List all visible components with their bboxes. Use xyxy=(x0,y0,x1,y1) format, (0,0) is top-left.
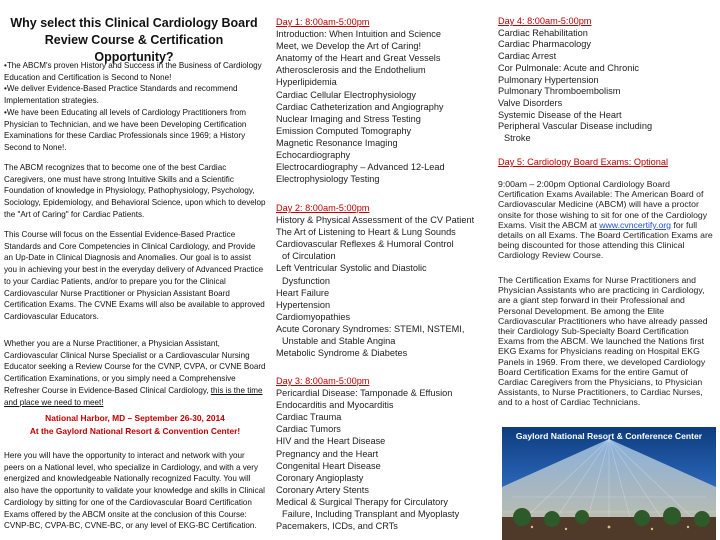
day5-label: Day 5: Cardiology Board Exams: Optional xyxy=(498,157,669,167)
day4-label: Day 4: 8:00am-5:00pm xyxy=(498,16,592,26)
day2-label: Day 2: 8:00am-5:00pm xyxy=(276,203,370,213)
agenda-item: Pregnancy and the Heart xyxy=(276,448,379,459)
certification-paragraph: The Certification Exams for Nurse Practitioners and Physician Assistants who are practicing in Cardiology, are a giant step forward in their Professional and Personal Development. Be among the Elite Cardiovascular Practitioners who have already passed their Cardiology Sub-Specialty Board Certification Exams from the ABCM. We launched the Nations first EKG Exams for Physicians reading on Hospital EKG Panels in 1969. From there, we developed Cardiology Board Certification Exams for the entire Gamut of Cardiac Caregivers from the Physicians, to Physician Assistants, to Nurse Practitioners, to Cardiac Nurses, and to a host of Cardiac Technicians. xyxy=(498,275,708,408)
resort-illustration xyxy=(502,427,716,540)
day2-block xyxy=(276,202,501,359)
agenda-item: Meet, we Develop the Art of Caring! xyxy=(276,41,422,52)
agenda-item: HIV and the Heart Disease xyxy=(276,436,386,447)
agenda-item: Hyperlipidemia xyxy=(276,77,337,88)
agenda-item: Anatomy of the Heart and Great Vessels xyxy=(276,53,441,64)
agenda-item: Endocarditis and Myocarditis xyxy=(276,400,394,411)
agenda-item: Cardiac Rehabilitation xyxy=(498,27,588,38)
agenda-item: Metabolic Syndrome & Diabetes xyxy=(276,348,408,359)
agenda-item: Cardiac Pharmacology xyxy=(498,39,591,50)
agenda-item: History & Physical Assessment of the CV Patient xyxy=(276,215,475,226)
agenda-item: Unstable and Stable Angina xyxy=(282,336,396,347)
day4-block xyxy=(498,16,720,145)
agenda-item: Failure, Including Transplant and Myoplasty xyxy=(282,509,460,520)
day5-block xyxy=(498,157,720,169)
exam-info-text-2: for full details on all Exams. The Board Certification Exams are being discounted for those attending this Clinical Cardiology Review Course. xyxy=(498,219,713,261)
agenda-item: Hypertension xyxy=(276,299,331,310)
agenda-item: Dysfunction xyxy=(282,275,331,286)
agenda-item: Cardiac Trauma xyxy=(276,412,342,423)
day3-label: Day 3: 8:00am-5:00pm xyxy=(276,376,370,386)
agenda-item: Systemic Disease of the Heart xyxy=(498,109,622,120)
agenda-item: Pacemakers, ICDs, and CRTs xyxy=(276,521,398,532)
agenda-item: Atherosclerosis and the Endothelium xyxy=(276,65,426,76)
day3-block xyxy=(276,375,501,532)
day1-block xyxy=(276,16,501,185)
agenda-item: Medical & Surgical Therapy for Circulatory xyxy=(276,496,448,507)
agenda-item: Congenital Heart Disease xyxy=(276,460,381,471)
agenda-item: Nuclear Imaging and Stress Testing xyxy=(276,113,421,124)
agenda-item: Cor Pulmonale: Acute and Chronic xyxy=(498,62,639,73)
event-location xyxy=(4,412,266,437)
bullet-item: •We have been Educating all levels of Cardiology Practitioners from Physician to Technician, and we have been Developing Certification Examinations for these Cardiac Professionals since 1969; a History Second to None!. xyxy=(4,107,247,152)
agenda-item: Left Ventricular Systolic and Diastolic xyxy=(276,263,427,274)
exam-info-text: 9:00am – 2:00pm Optional Cardiology Board Certification Exams Available: The American Board of Cardiovascular Medicine (ABCM) will have a proctor onsite for those wishing to sit for one of the Cardiology Exams. Visit the ABCM at xyxy=(498,179,708,230)
agenda-item: of Circulation xyxy=(282,251,336,262)
agenda-item: Cardiomyopathies xyxy=(276,311,351,322)
agenda-item: The Art of Listening to Heart & Lung Sounds xyxy=(276,227,456,238)
agenda-item: Pulmonary Hypertension xyxy=(498,74,599,85)
certify-link[interactable]: www.cvncertify.org xyxy=(599,219,672,230)
agenda-item: Cardiac Arrest xyxy=(498,51,557,62)
agenda-item: Electrophysiology Testing xyxy=(276,174,380,185)
agenda-item: Cardiac Cellular Electrophysiology xyxy=(276,89,416,100)
agenda-item: Electrocardiography – Advanced 12-Lead xyxy=(276,162,445,173)
resort-photo xyxy=(502,427,716,540)
agenda-item: Acute Coronary Syndromes: STEMI, NSTEMI, xyxy=(276,323,465,334)
agenda-item: Heart Failure xyxy=(276,287,330,298)
audience-text: Whether you are a Nurse Practitioner, a Physician Assistant, Cardiovascular Clinical Nurse Specialist or a Cardiovascular Nursing Educator seeking a Review Course for the CVNP, CVPA, or CVNE Board Certification Examinations, or you simply need a Comprehensive Refresher Course in Evidence-Based Clinical Cardiology, xyxy=(4,339,266,395)
agenda-item: Pulmonary Thromboembolism xyxy=(498,86,621,97)
agenda-item: Emission Computed Tomography xyxy=(276,125,412,136)
bullet-list xyxy=(4,60,266,154)
agenda-item: Coronary Artery Stents xyxy=(276,484,369,495)
event-line-2: At the Gaylord National Resort & Convention Center! xyxy=(29,425,241,436)
agenda-item: Valve Disorders xyxy=(498,97,563,108)
course-focus-paragraph: This Course will focus on the Essential Evidence-Based Practice Standards and Core Competencies in Clinical Cardiology, and Provide an Up-Date in Clinical Diagnosis and Anomalies. Our goal is to assist you in achieving your best in the everyday delivery of Advanced Practice to your Cardiac Patients, and/or to prepare you for the Clinical Cardiovascular Nurse Practitioner or Physician Assistant Board Certification Exams. The CVNE Exams will also be available to approved Cardiovascular Educators. xyxy=(4,230,265,321)
agenda-item: Cardiac Tumors xyxy=(276,424,341,435)
exam-info-paragraph xyxy=(498,179,716,261)
photo-caption: Gaylord National Resort & Conference Center xyxy=(515,431,703,441)
agenda-item: Peripheral Vascular Disease including xyxy=(498,121,653,132)
agenda-item: Pericardial Disease: Tamponade & Effusion xyxy=(276,388,453,399)
agenda-item: Echocardiography xyxy=(276,150,351,161)
event-line-1: National Harbor, MD – September 26-30, 2014 xyxy=(45,413,225,423)
agenda-item: Introduction: When Intuition and Science xyxy=(276,29,441,40)
agenda-item: Stroke xyxy=(504,133,531,144)
bullet-item: •The ABCM's proven History and Success in the Business of Cardiology Education and Certification is Second to None! xyxy=(4,61,262,82)
day1-label: Day 1: 8:00am-5:00pm xyxy=(276,17,370,27)
left-title: Why select this Clinical Cardiology Board Review Course & Certification Opportunity? xyxy=(10,16,258,64)
bullet-item: •We deliver Evidence-Based Practice Standards and recommend Implementation strategies. xyxy=(4,84,238,106)
networking-paragraph: Here you will have the opportunity to interact and network with your peers on a National level, who specialize in Cardiology, and with a very energized and knowledgeable Nationally recognized Faculty. You will also have the opportunity to validate your knowledge and skills in Clinical Cardiology by sitting for one of the Cardiovascular Board Certification Exams offered by the ABCM onsite at the conclusion of this Course: CVNP-BC, CVPA-BC, CVNE-BC, or any level of EKG-BC Certification. xyxy=(4,451,265,531)
agenda-item: Coronary Angioplasty xyxy=(276,472,364,483)
agenda-item: Cardiac Catheterization and Angiography xyxy=(276,101,444,112)
agenda-item: Cardiovascular Reflexes & Humoral Control xyxy=(276,239,454,250)
meet-callout: this is the time and place we need to meet! xyxy=(4,385,263,407)
audience-paragraph xyxy=(4,338,266,408)
intro-paragraph: The ABCM recognizes that to become one of the best Cardiac Caregivers, one must have strong Intuitive Skills and a Scientific Foundation of knowledge in Physiology, Pathophysiology, Psychology, Sociology, Epidemiology, and Behavioral Science, upon which to develop the "Art of Caring" for Cardiac Patients. xyxy=(4,163,266,219)
agenda-item: Magnetic Resonance Imaging xyxy=(276,137,398,148)
